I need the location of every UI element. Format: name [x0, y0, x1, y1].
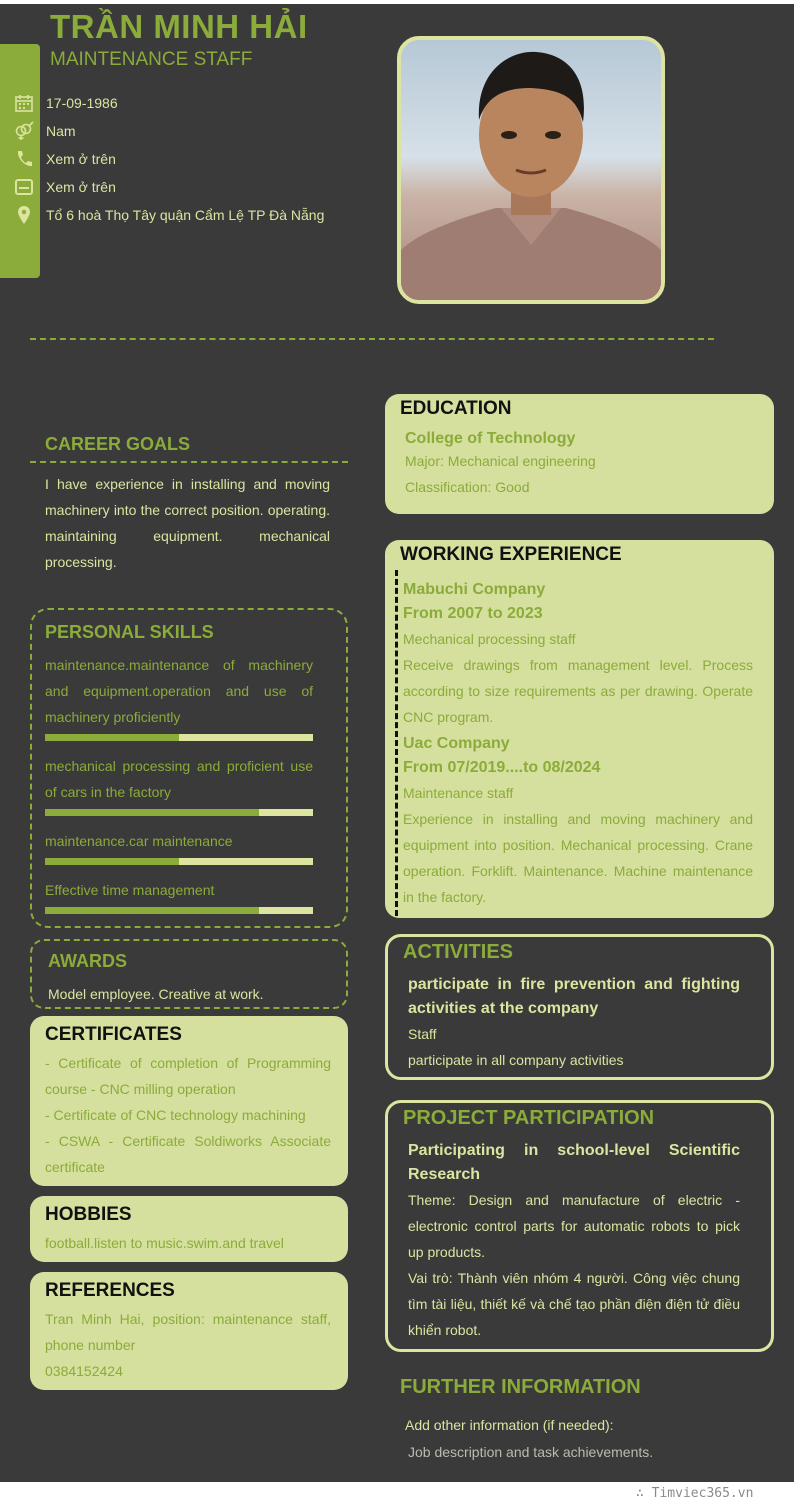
address-text: Tổ 6 hoà Thọ Tây quận Cẩm Lệ TP Đà Nẵng — [46, 207, 325, 223]
hobbies-section — [30, 1196, 348, 1262]
certificates-title: CERTIFICATES — [45, 1024, 182, 1045]
skill-item — [45, 828, 313, 865]
references-title: REFERENCES — [45, 1280, 175, 1301]
experience-section — [385, 540, 774, 918]
projects-title: PROJECT PARTICIPATION — [403, 1107, 655, 1129]
skill-bar-fill — [45, 907, 259, 914]
skill-item — [45, 877, 313, 914]
experience-timeline — [395, 570, 398, 916]
skill-bar — [45, 734, 313, 741]
hobbies-text: football.listen to music.swim.and travel — [45, 1235, 284, 1251]
experience-position: Maintenance staff — [403, 785, 514, 801]
skill-label: maintenance.maintenance of machinery and equipment.operation and use of machinery proficiently — [45, 657, 313, 725]
skill-label: Effective time management — [45, 882, 215, 898]
experience-list — [403, 578, 753, 910]
email-icon — [10, 176, 38, 198]
phone-text: Xem ở trên — [46, 151, 116, 167]
projects-section — [385, 1100, 774, 1352]
further-info-section — [400, 1376, 653, 1460]
info-email — [10, 173, 116, 201]
experience-item — [403, 578, 753, 730]
awards-title: AWARDS — [48, 951, 128, 971]
activity-name: participate in fire prevention and fighting activities at the company — [408, 976, 740, 1017]
hobbies-title: HOBBIES — [45, 1204, 132, 1225]
awards-section — [30, 939, 348, 1009]
education-major: Major: Mechanical engineering — [405, 453, 596, 469]
awards-text: Model employee. Creative at work. — [48, 986, 264, 1002]
skill-item — [45, 753, 313, 816]
location-icon — [10, 204, 38, 226]
experience-period: From 2007 to 2023 — [403, 605, 543, 622]
email-text: Xem ở trên — [46, 179, 116, 195]
personal-skills-title: PERSONAL SKILLS — [45, 622, 214, 642]
education-classification: Classification: Good — [405, 479, 530, 495]
info-phone — [10, 145, 116, 173]
activities-title: ACTIVITIES — [403, 941, 514, 963]
gender-icon — [10, 120, 38, 142]
candidate-name: TRẦN MINH HẢI — [50, 8, 308, 45]
job-title: MAINTENANCE STAFF — [50, 49, 253, 70]
education-section — [385, 394, 774, 514]
skill-label: maintenance.car maintenance — [45, 833, 233, 849]
watermark: ∴ Timviec365.vn — [636, 1486, 754, 1501]
project-name: Participating in school-level Scientific Research — [408, 1142, 740, 1183]
further-info-line: Add other information (if needed): — [405, 1417, 614, 1433]
career-goals-title: CAREER GOALS — [30, 424, 348, 463]
personal-skills-section — [30, 608, 348, 928]
experience-company: Uac Company — [403, 735, 510, 752]
cv-page — [0, 4, 794, 1482]
experience-title: WORKING EXPERIENCE — [400, 544, 622, 565]
experience-description: Experience in installing and moving machinery and equipment into position. Mechanical processing. Crane operation. Forklift. Maintenance. Machine maintenance in the factory. — [403, 811, 753, 905]
skill-bar — [45, 858, 313, 865]
experience-position: Mechanical processing staff — [403, 631, 576, 647]
references-phone: 0384152424 — [45, 1363, 123, 1379]
profile-photo — [397, 36, 665, 304]
certificate-item: - Certificate of CNC technology machining — [45, 1107, 306, 1123]
skill-bar-fill — [45, 809, 259, 816]
info-address — [10, 201, 324, 229]
skill-label: mechanical processing and proficient use of cars in the factory — [45, 758, 313, 800]
skill-bar-fill — [45, 734, 179, 741]
projects-body — [408, 1139, 740, 1343]
activity-role: Staff — [408, 1026, 437, 1042]
skill-item — [45, 652, 313, 741]
activity-description: participate in all company activities — [408, 1052, 624, 1068]
education-title: EDUCATION — [400, 398, 512, 419]
further-info-title: FURTHER INFORMATION — [400, 1376, 641, 1398]
further-info-line: Job description and task achievements. — [408, 1444, 654, 1460]
skill-bar — [45, 907, 313, 914]
references-section — [30, 1272, 348, 1390]
project-theme: Theme: Design and manufacture of electric - electronic control parts for automatic robots to pick up products. — [408, 1192, 740, 1260]
references-text: Tran Minh Hai, position: maintenance staff, phone number — [45, 1311, 331, 1353]
certificate-item: - Certificate of completion of Programming course - CNC milling operation — [45, 1055, 331, 1097]
gender-text: Nam — [46, 123, 76, 139]
experience-company: Mabuchi Company — [403, 581, 546, 598]
career-goals-section — [30, 424, 348, 575]
birthday-text: 17-09-1986 — [46, 95, 118, 111]
header-divider — [30, 338, 714, 340]
info-birthday — [10, 89, 118, 117]
info-gender — [10, 117, 76, 145]
certificates-section — [30, 1016, 348, 1186]
phone-icon — [10, 148, 38, 170]
project-role: Vai trò: Thành viên nhóm 4 người. Công việc chung tìm tài liệu, thiết kế và chế tạo phần điện điện tử điều khiển robot. — [408, 1270, 740, 1338]
activities-section — [385, 934, 774, 1080]
skill-bar — [45, 809, 313, 816]
certificate-item: - CSWA - Certificate Soldiworks Associate certificate — [45, 1133, 331, 1175]
activities-body — [408, 973, 740, 1073]
career-goals-text: I have experience in installing and moving machinery into the correct position. operating. maintaining equipment. mechanical processing. — [45, 476, 330, 570]
experience-description: Receive drawings from management level. Process according to size requirements as per drawing. Operate CNC program. — [403, 657, 753, 725]
skill-bar-fill — [45, 858, 179, 865]
experience-item — [403, 732, 753, 910]
education-school: College of Technology — [405, 430, 576, 447]
experience-period: From 07/2019....to 08/2024 — [403, 759, 601, 776]
profile-photo-illustration — [401, 40, 661, 300]
calendar-icon — [10, 92, 38, 114]
